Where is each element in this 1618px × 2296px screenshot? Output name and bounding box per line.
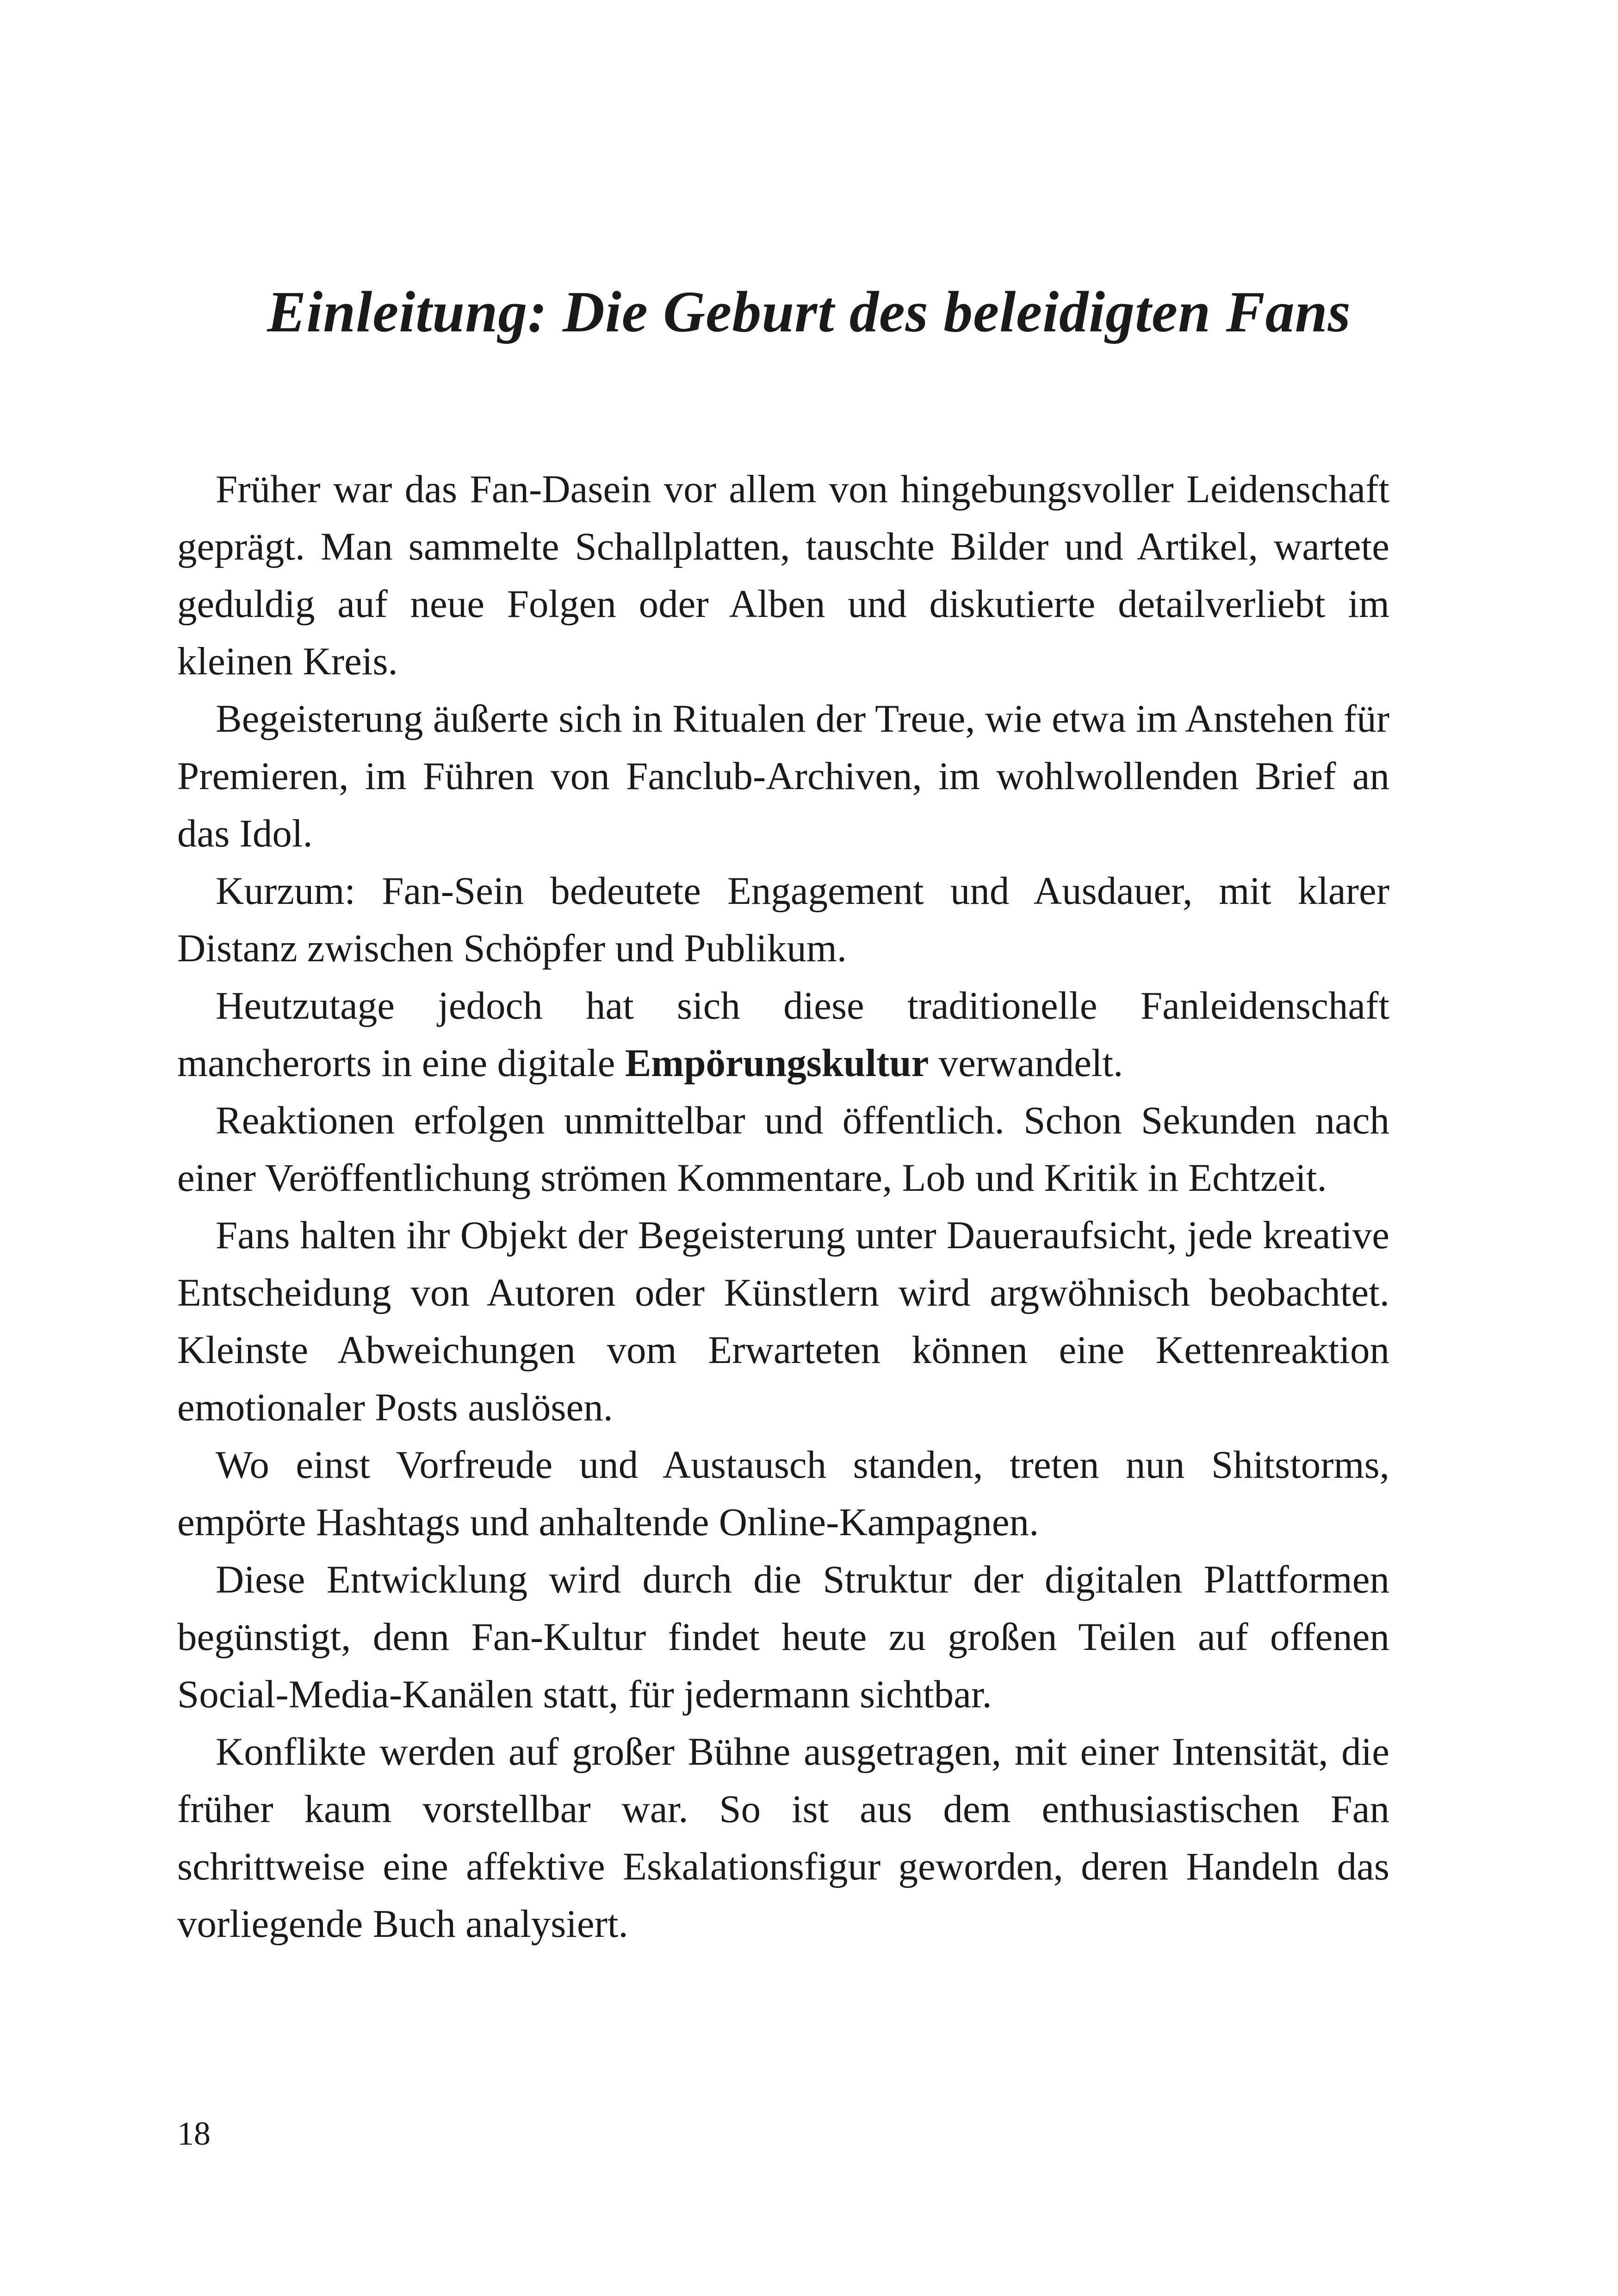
paragraph-1: Früher war das Fan-Dasein vor allem von hingebungsvoller Leidenschaft geprägt. Man sammelte Schallplatten, tauschte Bilder und Artikel, wartete geduldig auf neue Folgen oder Alben und diskutierte detailverliebt im kleinen Kreis. — [177, 467, 1389, 683]
body-text — [177, 460, 1389, 1953]
paragraph-5: Reaktionen erfolgen unmittelbar und öffentlich. Schon Sekunden nach einer Veröffentlichung strömen Kommentare, Lob und Kritik in Echtzeit. — [177, 1099, 1389, 1200]
paragraph-3: Kurzum: Fan-Sein bedeutete Engagement und Ausdauer, mit klarer Distanz zwischen Schöpfer und Publikum. — [177, 869, 1389, 970]
paragraph-4-after: verwandelt. — [929, 1041, 1123, 1085]
chapter-title: Einleitung: Die Geburt des beleidigten Fans — [267, 280, 1351, 344]
paragraph-9: Konflikte werden auf großer Bühne ausgetragen, mit einer Intensität, die früher kaum vorstellbar war. So ist aus dem enthusiastischen Fan schrittweise eine affektive Eskalationsfigur geworden, deren Handeln das vorliegende Buch analysiert. — [177, 1730, 1389, 1946]
paragraph-4-before: Heutzutage jedoch hat sich diese traditionelle Fanleidenschaft mancherorts in eine digitale — [177, 984, 1389, 1085]
paragraph-7: Wo einst Vorfreude und Austausch standen, treten nun Shitstorms, empörte Hashtags und anhaltende Online-Kampagnen. — [177, 1443, 1389, 1544]
paragraph-6: Fans halten ihr Objekt der Begeisterung unter Daueraufsicht, jede kreative Entscheidung von Autoren oder Künstlern wird argwöhnisch beobachtet. Kleinste Abweichungen vom Erwarteten können eine Kettenreaktion emotionaler Posts auslösen. — [177, 1213, 1389, 1429]
paragraph-2: Begeisterung äußerte sich in Ritualen der Treue, wie etwa im Anstehen für Premieren, im Führen von Fanclub-Archiven, im wohlwollenden Brief an das Idol. — [177, 697, 1389, 855]
page-number: 18 — [177, 2115, 211, 2152]
emphasis-term: Empörungskultur — [625, 1041, 929, 1085]
paragraph-4 — [177, 977, 1389, 1092]
paragraph-8: Diese Entwicklung wird durch die Struktur der digitalen Plattformen begünstigt, denn Fan-Kultur findet heute zu großen Teilen auf offenen Social-Media-Kanälen statt, für jedermann sichtbar. — [177, 1558, 1389, 1716]
